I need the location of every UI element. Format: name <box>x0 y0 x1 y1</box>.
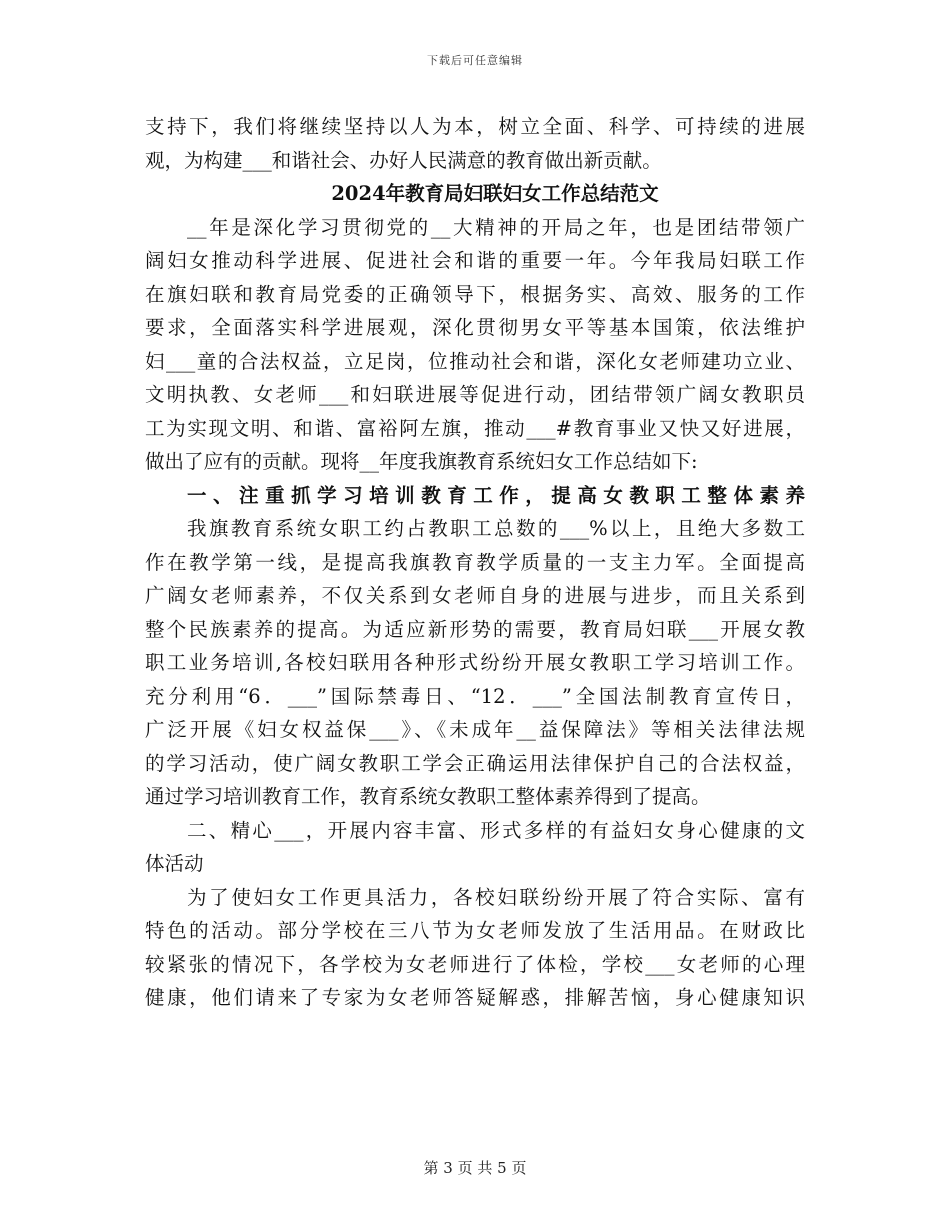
body-line: 为了使妇女工作更具活力，各校妇联纷纷开展了符合实际、富有 <box>187 885 805 909</box>
body-line: 妇___童的合法权益，立足岗，位推动社会和谐，深化女老师建功立业、 <box>145 349 805 373</box>
body-line: 文明执教、女老师___和妇联进展等促进行动，团结带领广阔女教职员 <box>145 383 805 406</box>
section-heading: 二、精心___，开展内容丰富、形式多样的有益妇女身心健康的文 <box>187 818 805 842</box>
body-line: 职工业务培训,各校妇联用各种形式纷纷开展女教职工学习培训工作。 <box>145 651 805 674</box>
body-line: 广泛开展《妇女权益保___》、《未成年__益保障法》等相关法律法规 <box>145 718 805 741</box>
body-line: 广阔女老师素养，不仅关系到女老师自身的进展与进步，而且关系到 <box>145 584 805 607</box>
body-line: 的学习活动，使广阔女教职工学会正确运用法律保护自己的合法权益， <box>145 751 805 775</box>
body-line: 观，为构建___和谐社会、办好人民满意的教育做出新贡献。 <box>145 148 662 172</box>
body-line: 整个民族素养的提高。为适应新形势的需要，教育局妇联___开展女教 <box>145 617 805 641</box>
body-line: __年是深化学习贯彻党的__大精神的开局之年，也是团结带领广 <box>187 215 805 239</box>
section-heading: 一、注重抓学习培训教育工作，提高女教职工整体素养 <box>187 483 805 507</box>
section-heading: 体活动 <box>145 852 204 875</box>
body-line: 较紧张的情况下，各学校为女老师进行了体检，学校___女老师的心理 <box>145 952 805 976</box>
body-line: 在旗妇联和教育局党委的正确领导下，根据务实、高效、服务的工作 <box>145 282 805 306</box>
body-line: 我旗教育系统女职工约占教职工总数的___%以上，且绝大多数工 <box>187 517 805 540</box>
body-line: 作在教学第一线，是提高我旗教育教学质量的一支主力军。全面提高 <box>145 550 805 574</box>
body-line: 工为实现文明、和谐、富裕阿左旗，推动___#教育事业又快又好进展， <box>145 416 805 440</box>
body-line: 通过学习培训教育工作，教育系统女教职工整体素养得到了提高。 <box>145 785 711 808</box>
body-line: 健康，他们请来了专家为女老师答疑解惑，排解苦恼，身心健康知识 <box>145 986 805 1009</box>
page-header: 下载后可任意编辑 <box>427 54 523 67</box>
body-line: 阔妇女推动科学进展、促进社会和谐的重要一年。今年我局妇联工作 <box>145 249 805 272</box>
body-line: 做出了应有的贡献。现将__年度我旗教育系统妇女工作总结如下: <box>145 450 698 473</box>
body-line: 支持下，我们将继续坚持以人为本，树立全面、科学、可持续的进展 <box>145 115 805 138</box>
page-footer: 第 3 页 共 5 页 <box>423 1159 527 1177</box>
body-line: 要求，全面落实科学进展观，深化贯彻男女平等基本国策，依法维护 <box>145 316 805 339</box>
body-line: 特色的活动。部分学校在三八节为女老师发放了生活用品。在财政比 <box>145 919 805 942</box>
body-line: 充分利用“6．___”国际禁毒日、“12．___”全国法制教育宣传日， <box>145 684 805 708</box>
document-title: 2024年教育局妇联妇女工作总结范文 <box>331 182 659 205</box>
document-body <box>145 110 805 1015</box>
